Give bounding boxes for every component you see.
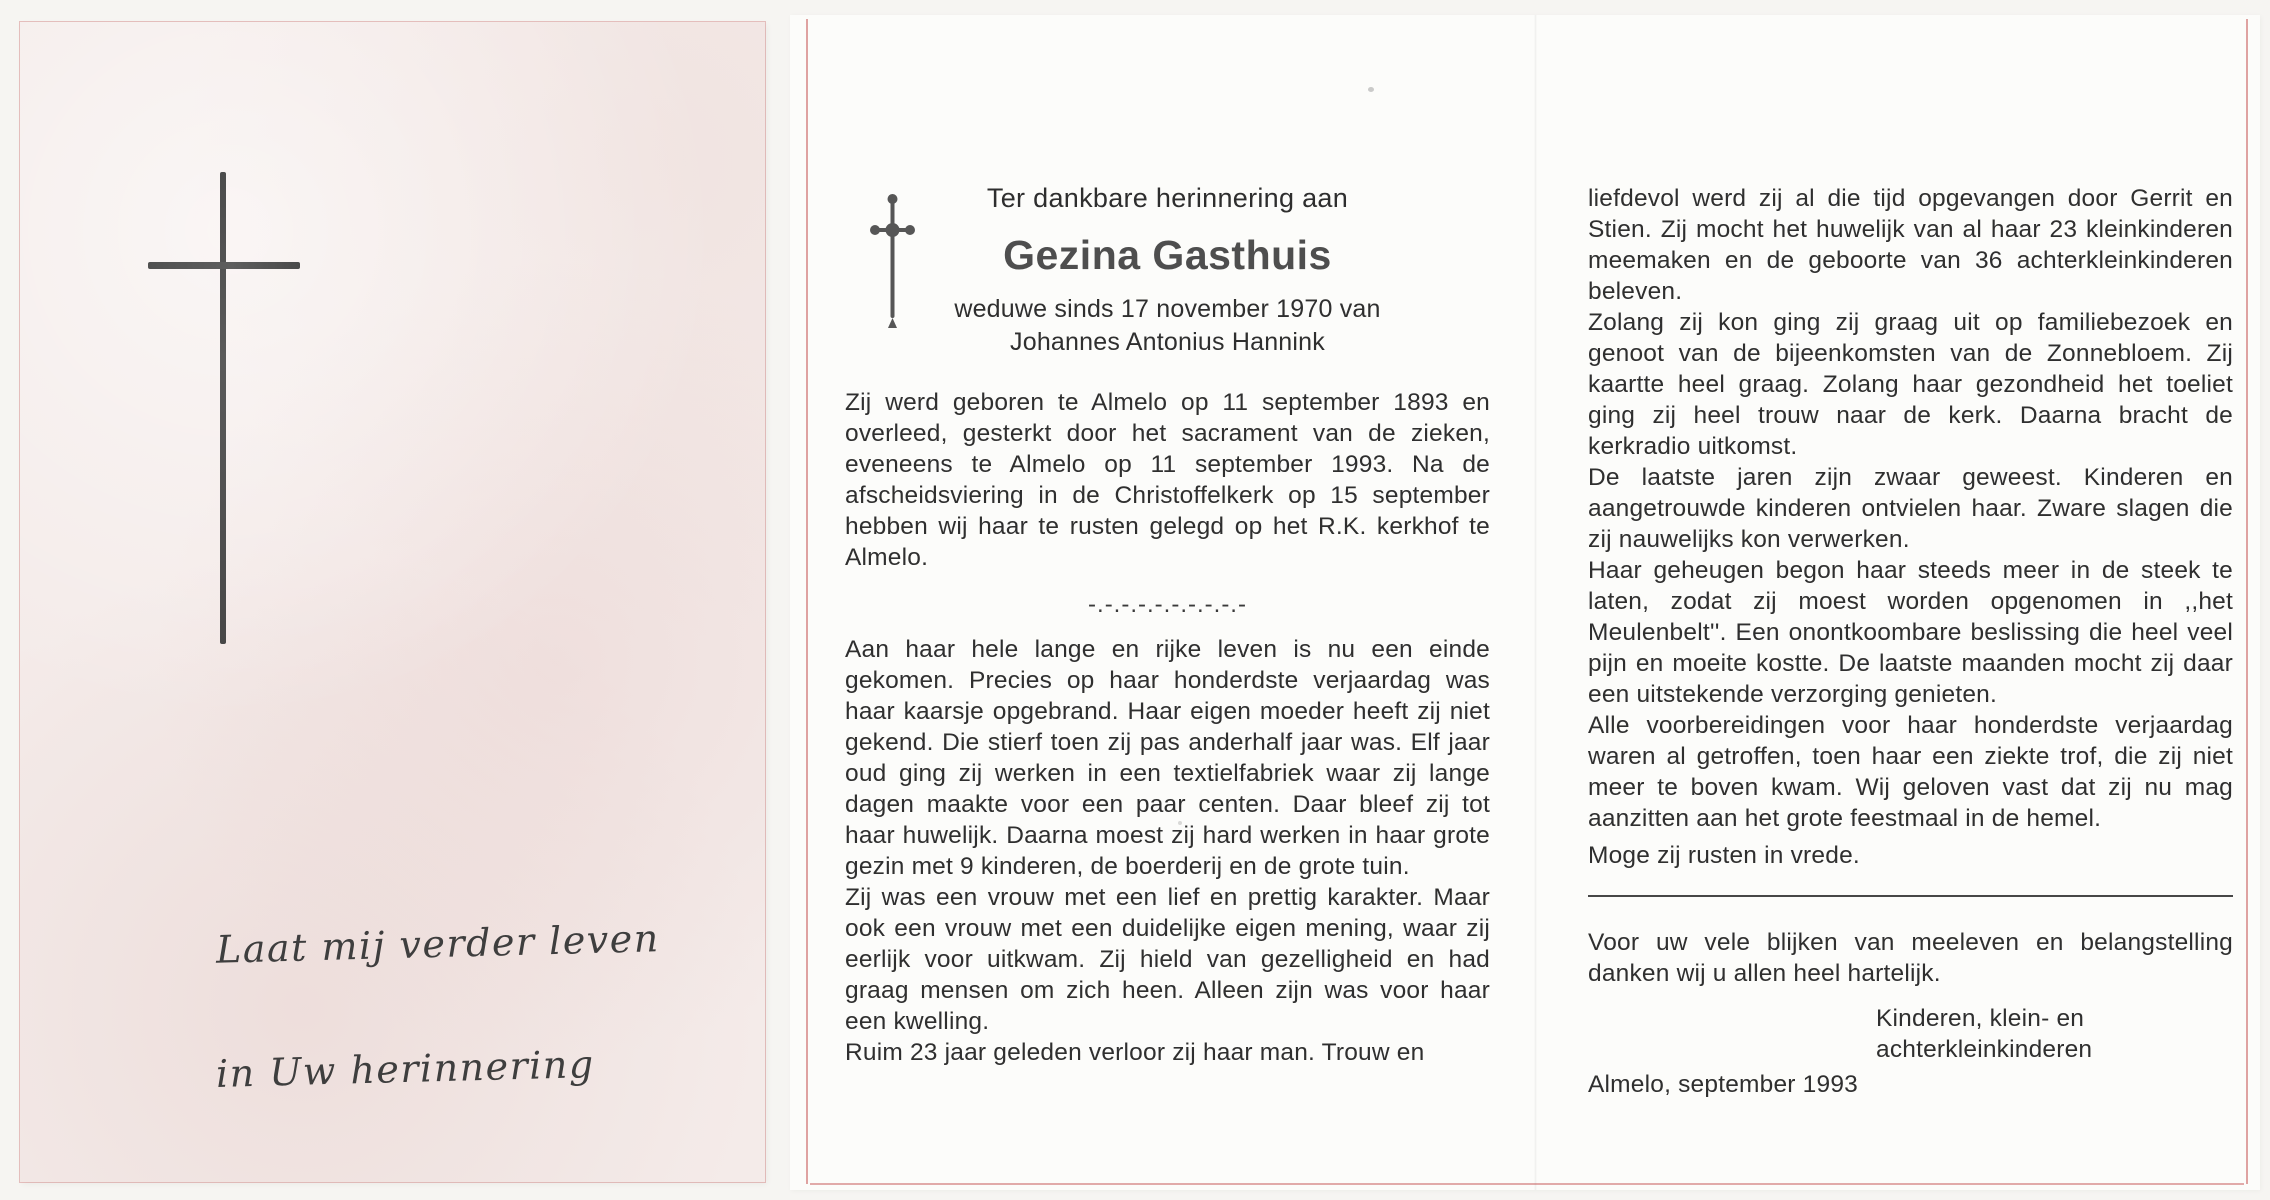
widow-subtitle-line-2: Johannes Antonius Hannink (1010, 328, 1325, 356)
deceased-name: Gezina Gasthuis (1003, 232, 1332, 278)
thanks-divider-rule (1588, 895, 2233, 897)
scan-speck (1368, 87, 1374, 92)
memorial-motto-line-2: in Uw herinnering (215, 1042, 596, 1096)
signature-line-2: achterkleinkinderen (1876, 1036, 2093, 1063)
inside-right-page-text (1588, 183, 2233, 1100)
signature-block (1876, 1003, 2233, 1065)
paragraph-birth-death: Zij werd geboren te Almelo op 11 september 1893 en overleed, gesterkt door het sacrament van de zieken, eveneens te Almelo op 11 september 1993. Na de afscheidsviering in de Christoffelkerk op 15 september hebben wij haar te rusten gelegd op het R.K. kerkhof te Almelo. (845, 389, 1490, 571)
paragraph-birthday: Alle voorbereidingen voor haar honderdste verjaardag waren al getroffen, toen haar een ziekte trof, die zij niet meer te boven kwam. Wij geloven vast dat zij nu mag aanzitten aan het grote feestmaal in de hemel. (1588, 712, 2233, 832)
widow-subtitle (845, 293, 1490, 359)
paragraph-hardship: De laatste jaren zijn zwaar geweest. Kinderen en aangetrouwde kinderen ontvielen haar. Zware slagen die zij nauwelijks kon verwerken. (1588, 464, 2233, 553)
paragraph-widow: Ruim 23 jaar geleden verloor zij haar man. Trouw en (845, 1039, 1425, 1066)
paragraph-rest-in-peace: Moge zij rusten in vrede. (1588, 842, 1860, 869)
widow-subtitle-line-1: weduwe sinds 17 november 1970 van (954, 295, 1381, 323)
paragraph-social: Zolang zij kon ging zij graag uit op familiebezoek en genoot van de bijeenkomsten van de Zonnebloem. Zij kaartte heel graag. Zolang haar gezondheid het toeliet ging zij heel trouw naar de kerk. Daarna bracht de kerkradio uitkomst. (1588, 309, 2233, 460)
page-edge-line-left (806, 19, 808, 1184)
page-fold-line (1534, 15, 1537, 1190)
cross-icon-vertical-bar (220, 172, 226, 644)
page-edge-line-right (2246, 19, 2248, 1184)
dots-divider: -.-.-.-.-.-.-.-.-.- (1088, 591, 1247, 618)
paragraph-care: liefdevol werd zij al die tijd opgevangen door Gerrit en Stien. Zij mocht het huwelijk van al haar 23 kleinkinderen meemaken en de geboorte van 36 achterkleinkinderen beleven. (1588, 185, 2233, 305)
cross-icon-horizontal-bar (148, 262, 300, 269)
paragraph-life: Aan haar hele lange en rijke leven is nu een einde gekomen. Precies op haar honderdste verjaardag was haar kaarsje opgebrand. Haar eigen moeder heeft zij niet gekend. Die stierf toen zij pas anderhalf jaar was. Elf jaar oud ging zij werken in een textielfabriek waar zij lange dagen maakte voor een paar centen. Daar bleef zij tot haar huwelijk. Daarna moest zij hard werken in haar grote gezin met 9 kinderen, de boerderij en de grote tuin. (845, 636, 1490, 880)
memorial-motto-line-1: Laat mij verder leven (215, 916, 661, 972)
signature-line-1: Kinderen, klein- en (1876, 1005, 2085, 1032)
inside-left-page-text (845, 183, 1490, 1068)
memorial-header: Ter dankbare herinnering aan (986, 183, 1349, 213)
paragraph-thanks: Voor uw vele blijken van meeleven en belangstelling danken wij u allen heel hartelijk. (1588, 929, 2233, 987)
paragraph-memory: Haar geheugen begon haar steeds meer in de steek te laten, zodat zij moest worden opgenomen in ,,het Meulenbelt''. Een onontkoombare beslissing die heel veel pijn en moeite kostte. De laatste maanden mocht zij daar een uitstekende verzorging genieten. (1588, 557, 2233, 708)
paragraph-character: Zij was een vrouw met een lief en prettig karakter. Maar ook een vrouw met een duidelijke eigen mening, waar zij eerlijk voor uitkwam. Zij hield van gezelligheid en had graag mensen om zich heen. Alleen zijn was voor haar een kwelling. (845, 884, 1490, 1035)
page-edge-line-bottom (810, 1183, 2244, 1185)
memorial-card-front (20, 22, 765, 1182)
place-and-date: Almelo, september 1993 (1588, 1071, 1858, 1098)
